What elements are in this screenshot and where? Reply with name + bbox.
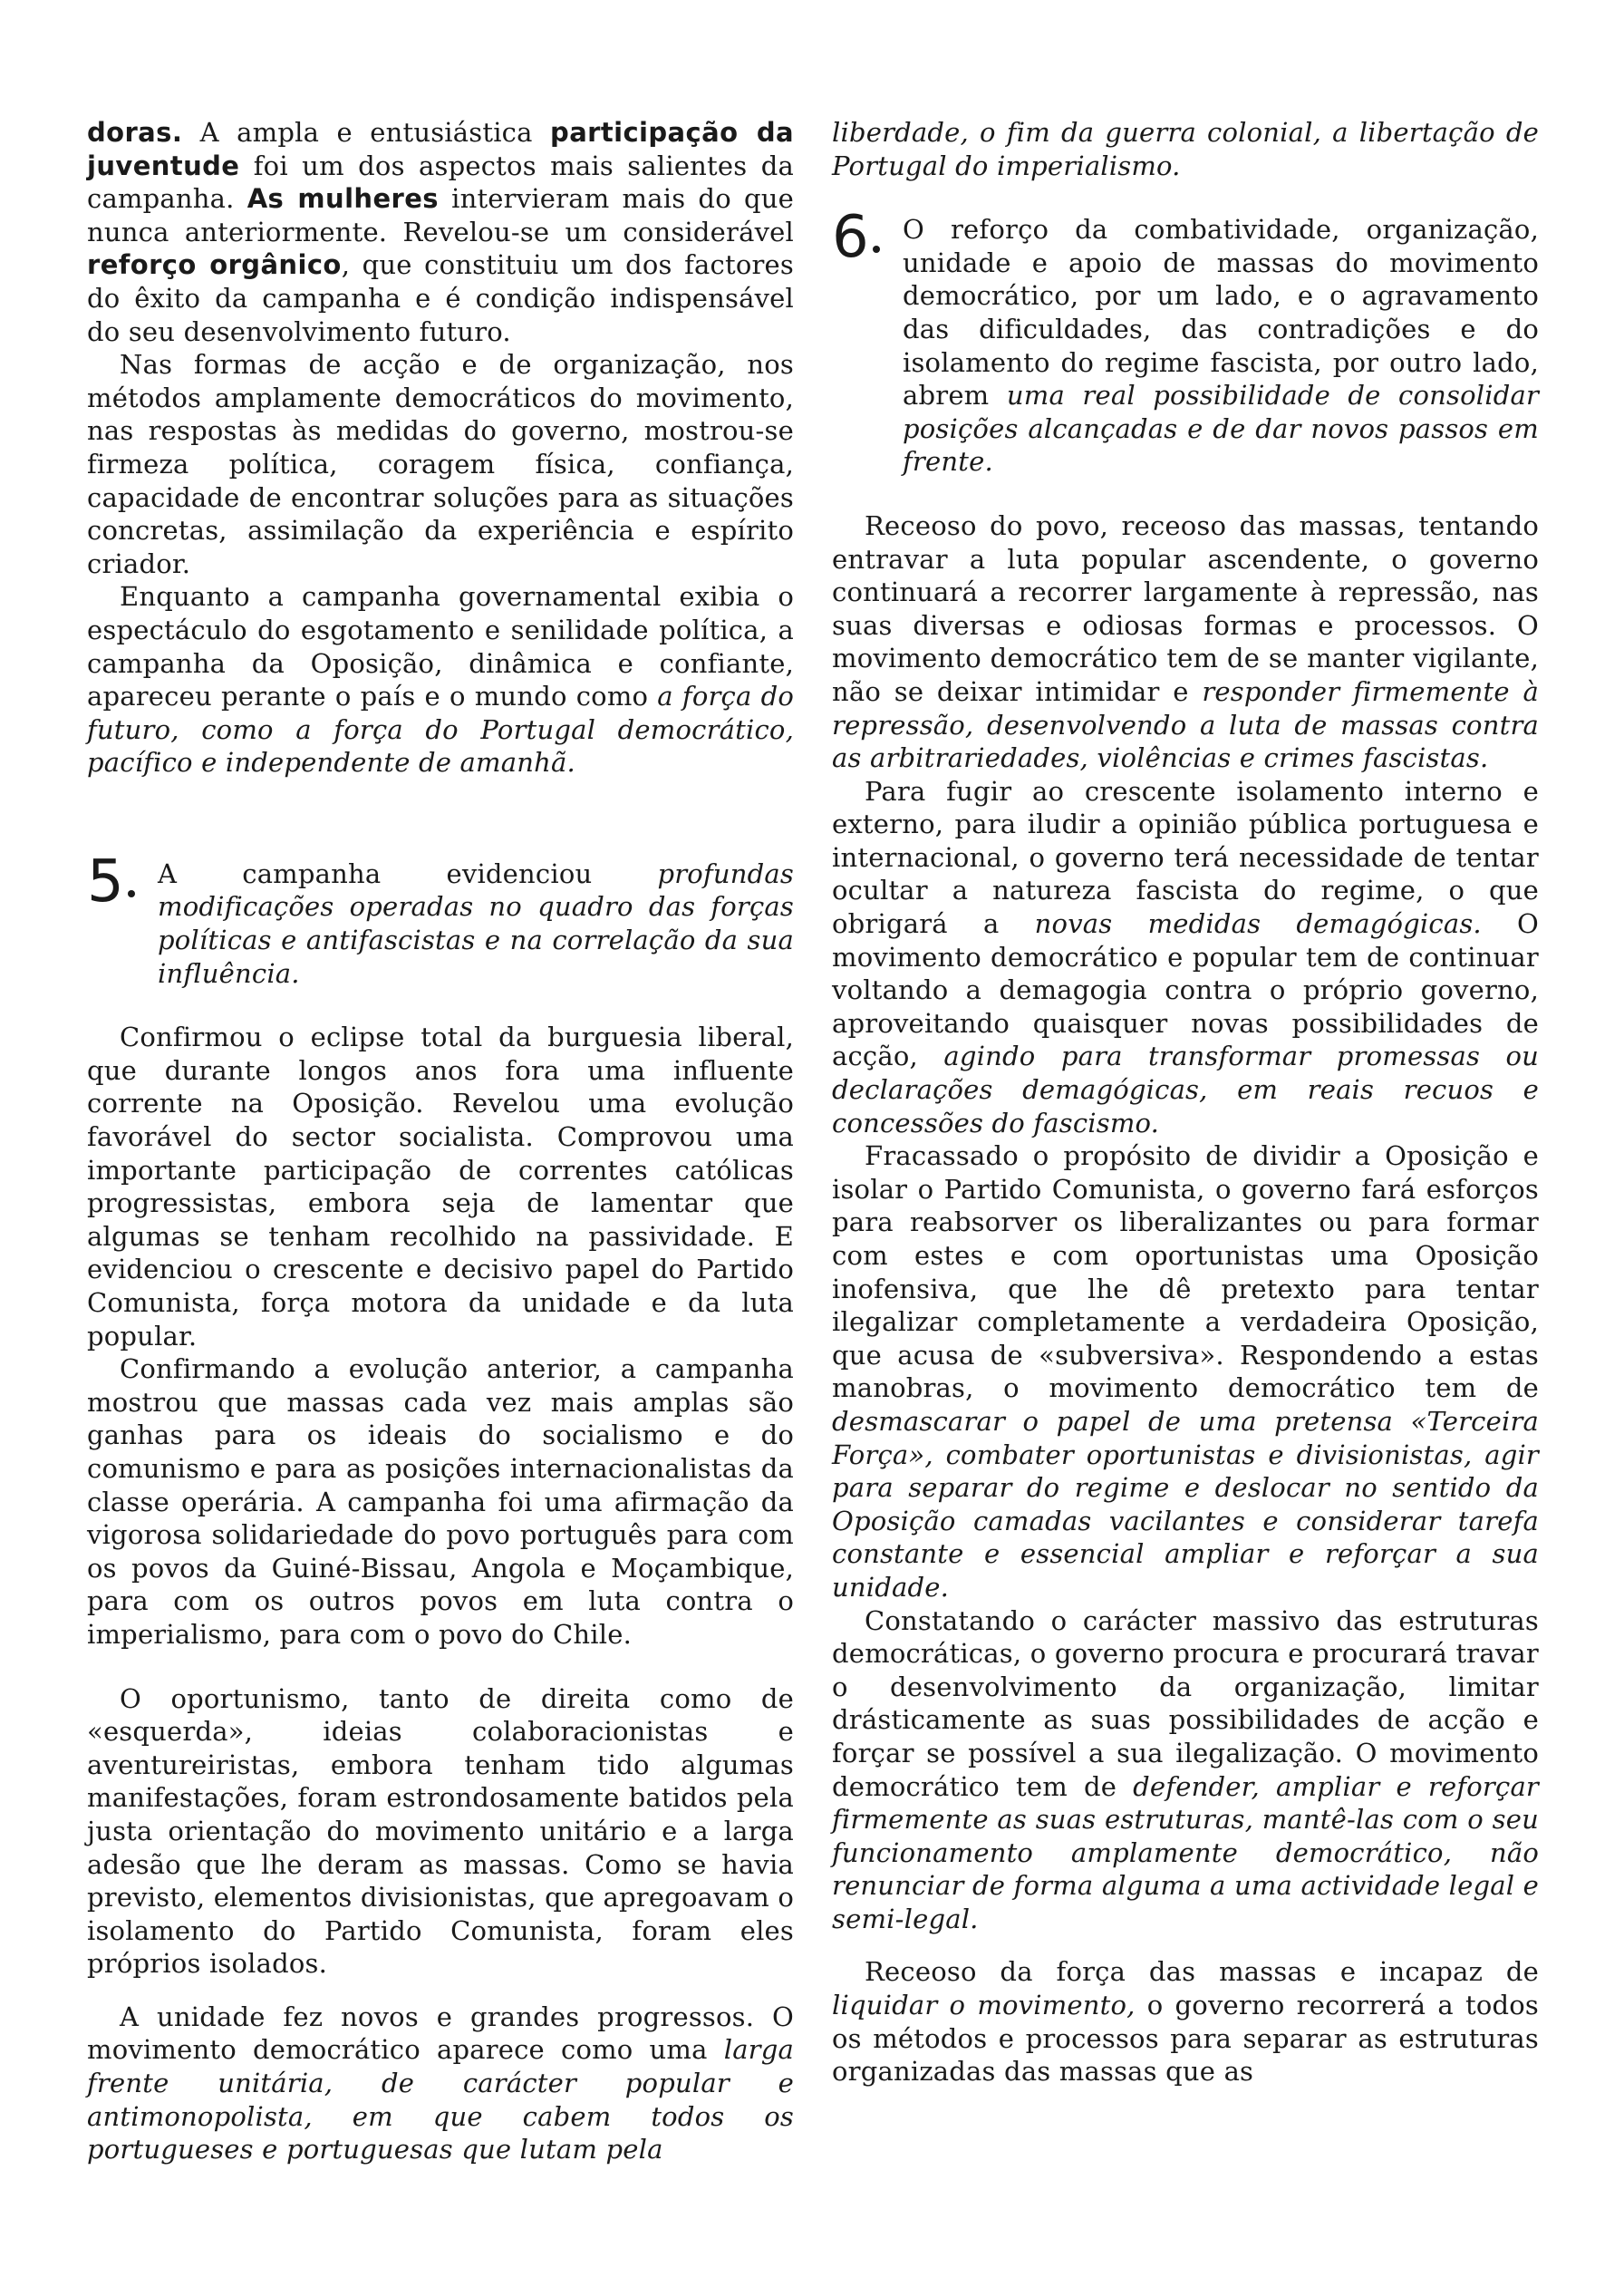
italic-text: novas medidas demagógicas. xyxy=(1034,908,1482,940)
paragraph xyxy=(832,116,1539,182)
bold-text: reforço orgânico xyxy=(87,249,342,281)
thesis-text xyxy=(903,213,1539,479)
paragraph xyxy=(87,116,794,348)
text-run: Para fugir ao crescente isolamento interno e externo, para iludir a opinião pública portuguesa e internacional, o governo terá necessidade de tentar ocultar a natureza fascista do regime, o que obrigará a xyxy=(832,775,1539,940)
paragraph xyxy=(832,1139,1539,1604)
text-run: Receoso do povo, receoso das massas, tentando entravar a luta popular ascendente, o governo continuará a recorrer largamente à repressão, nas suas diversas e odiosas formas e processos. O movimento democrático tem de se manter vigilante, não se deixar intimidar e xyxy=(832,509,1539,707)
paragraph xyxy=(87,580,794,780)
paragraph xyxy=(832,1955,1539,2088)
paragraph xyxy=(832,509,1539,775)
italic-text: a força do futuro, como a força do Portugal democrático, pacífico e independente de amanhã. xyxy=(87,681,795,779)
text-run: O movimento democrático e popular tem de continuar voltando a demagogia contra o próprio governo, aproveitando quaisquer novas possibilidades de acção, xyxy=(832,908,1540,1072)
thesis-5 xyxy=(87,848,794,990)
text-run: A unidade fez novos e grandes progressos. O movimento democrático aparece como uma xyxy=(87,2001,794,2066)
bold-text: doras. xyxy=(87,117,183,148)
italic-text: desmascarar o papel de uma pretensa «Terceira Força», combater oportunistas e divisionistas, agir para separar do regime e deslocar no sentido da Oposição camadas vacilantes e considerar tarefa constante e essencial ampliar e reforçar a sua unidade. xyxy=(832,1405,1539,1603)
text-run: Enquanto a campanha governamental exibia o espectáculo do esgotamento e senilidade política, a campanha da Oposição, dinâmica e confiante, apareceu perante o país e o mundo como xyxy=(87,581,794,712)
italic-text: agindo para transformar promessas ou declarações demagógicas, em reais recuos e concessões do fascismo. xyxy=(832,1041,1540,1138)
bold-text: participação da juventude xyxy=(87,117,795,181)
text-run: intervieram mais do que nunca anteriormente. Revelou-se um considerável xyxy=(87,183,794,247)
text-run: O reforço da combatividade, organização, unidade e apoio de massas do movimento democrático, por um lado, e o agravamento das dificuldades, das contradições e do isolamento do regime fascista, por outro lado, abrem xyxy=(903,214,1539,412)
paragraph xyxy=(87,2001,794,2166)
italic-text: uma real possibilidade de consolidar posições alcançadas e de dar novos passos em frente. xyxy=(903,380,1540,478)
bold-text: As mulheres xyxy=(246,183,439,215)
italic-text: liquidar o movimento, xyxy=(832,1990,1136,2021)
text-run: , que constituiu um dos factores do êxito da campanha e é condição indispensável do seu desenvolvimento futuro. xyxy=(87,249,795,347)
thesis-number: 5 xyxy=(87,848,124,916)
paragraph: O oportunismo, tanto de direita como de «esquerda», ideias colaboracionistas e aventureiristas, embora tenham tido algumas manifestações, foram estrondosamente batidos pela justa orientação do movimento unitário e a larga adesão que lhe deram as massas. Como se havia previsto, elementos divisionistas, que apregoavam o isolamento do Partido Comunista, foram eles próprios isolados. xyxy=(87,1682,794,1980)
text-run: Fracassado o propósito de dividir a Oposição e isolar o Partido Comunista, o governo fará esforços para reabsorver os liberalizantes ou para formar com estes e com oportunistas uma Oposição inofensiva, que lhe dê pretexto para tentar ilegalizar completamente a verdadeira Oposição, que acusa de «subversiva». Respondendo a estas manobras, o movimento democrático tem de xyxy=(832,1140,1539,1404)
text-run: Constatando o carácter massivo das estruturas democráticas, o governo procura e procurará travar o desenvolvimento da organização, limitar drásticamente as suas possibilidades de acção e forçar se possível a sua ilegalização. O movimento democrático tem de xyxy=(832,1604,1539,1802)
text-run: foi um dos aspectos mais salientes da campanha. xyxy=(87,150,794,215)
right-column xyxy=(832,116,1539,2088)
text-run: A ampla e entusiástica xyxy=(182,117,551,148)
paragraph xyxy=(832,775,1539,1140)
left-column xyxy=(87,116,794,2166)
text-run: A campanha evidenciou xyxy=(158,858,658,889)
text-run: Receoso da força das massas e incapaz de xyxy=(865,1956,1539,1988)
paragraph: Confirmou o eclipse total da burguesia liberal, que durante longos anos fora uma influente corrente na Oposição. Revelou uma evolução favorável do sector socialista. Comprovou uma importante participação de correntes católicas progressistas, embora seja de lamentar que algumas se tenham recolhido na passividade. E evidenciou o crescente e decisivo papel do Partido Comunista, força motora da unidade e da luta popular. xyxy=(87,1022,794,1352)
paragraph: Nas formas de acção e de organização, nos métodos amplamente democráticos do movimento, nas respostas às medidas do governo, mostrou-se firmeza política, coragem física, confiança, capacidade de encontrar soluções para as situações concretas, assimilação da experiência e espírito criador. xyxy=(87,349,794,579)
italic-text: responder firmemente à repressão, desenvolvendo a luta de massas contra as arbitrariedades, violências e crimes fascistas. xyxy=(832,675,1539,774)
italic-text: profundas modificações operadas no quadro das forças políticas e antifascistas e na correlação da sua influência. xyxy=(158,858,794,989)
italic-text: liberdade, o fim da guerra colonial, a libertação de Portugal do imperialismo. xyxy=(832,117,1539,181)
thesis-6 xyxy=(832,204,1540,479)
thesis-number: 6 xyxy=(832,204,869,272)
italic-text: larga frente unitária, de carácter popular e antimonopolista, em que cabem todos os portugueses e portuguesas que lutam pela xyxy=(87,2034,794,2166)
paragraph: Confirmando a evolução anterior, a campanha mostrou que massas cada vez mais amplas são ganhas para os ideais do socialismo e do comunismo e para as posições internacionalistas da classe operária. A campanha foi uma afirmação da vigorosa solidariedade do povo português para com os povos da Guiné-Bissau, Angola e Moçambique, para com os outros povos em luta contra o imperialismo, para com o povo do Chile. xyxy=(87,1353,794,1650)
thesis-text xyxy=(158,858,794,990)
paragraph xyxy=(832,1604,1539,1936)
text-run: o governo recorrerá a todos os métodos e processos para separar as estruturas organizadas das massas que as xyxy=(832,1990,1539,2088)
italic-text: defender, ampliar e reforçar firmemente as suas estruturas, mantê-las com o seu funcionamento amplamente democrático, não renunciar de forma alguma a uma actividade legal e semi-legal. xyxy=(832,1770,1539,1934)
